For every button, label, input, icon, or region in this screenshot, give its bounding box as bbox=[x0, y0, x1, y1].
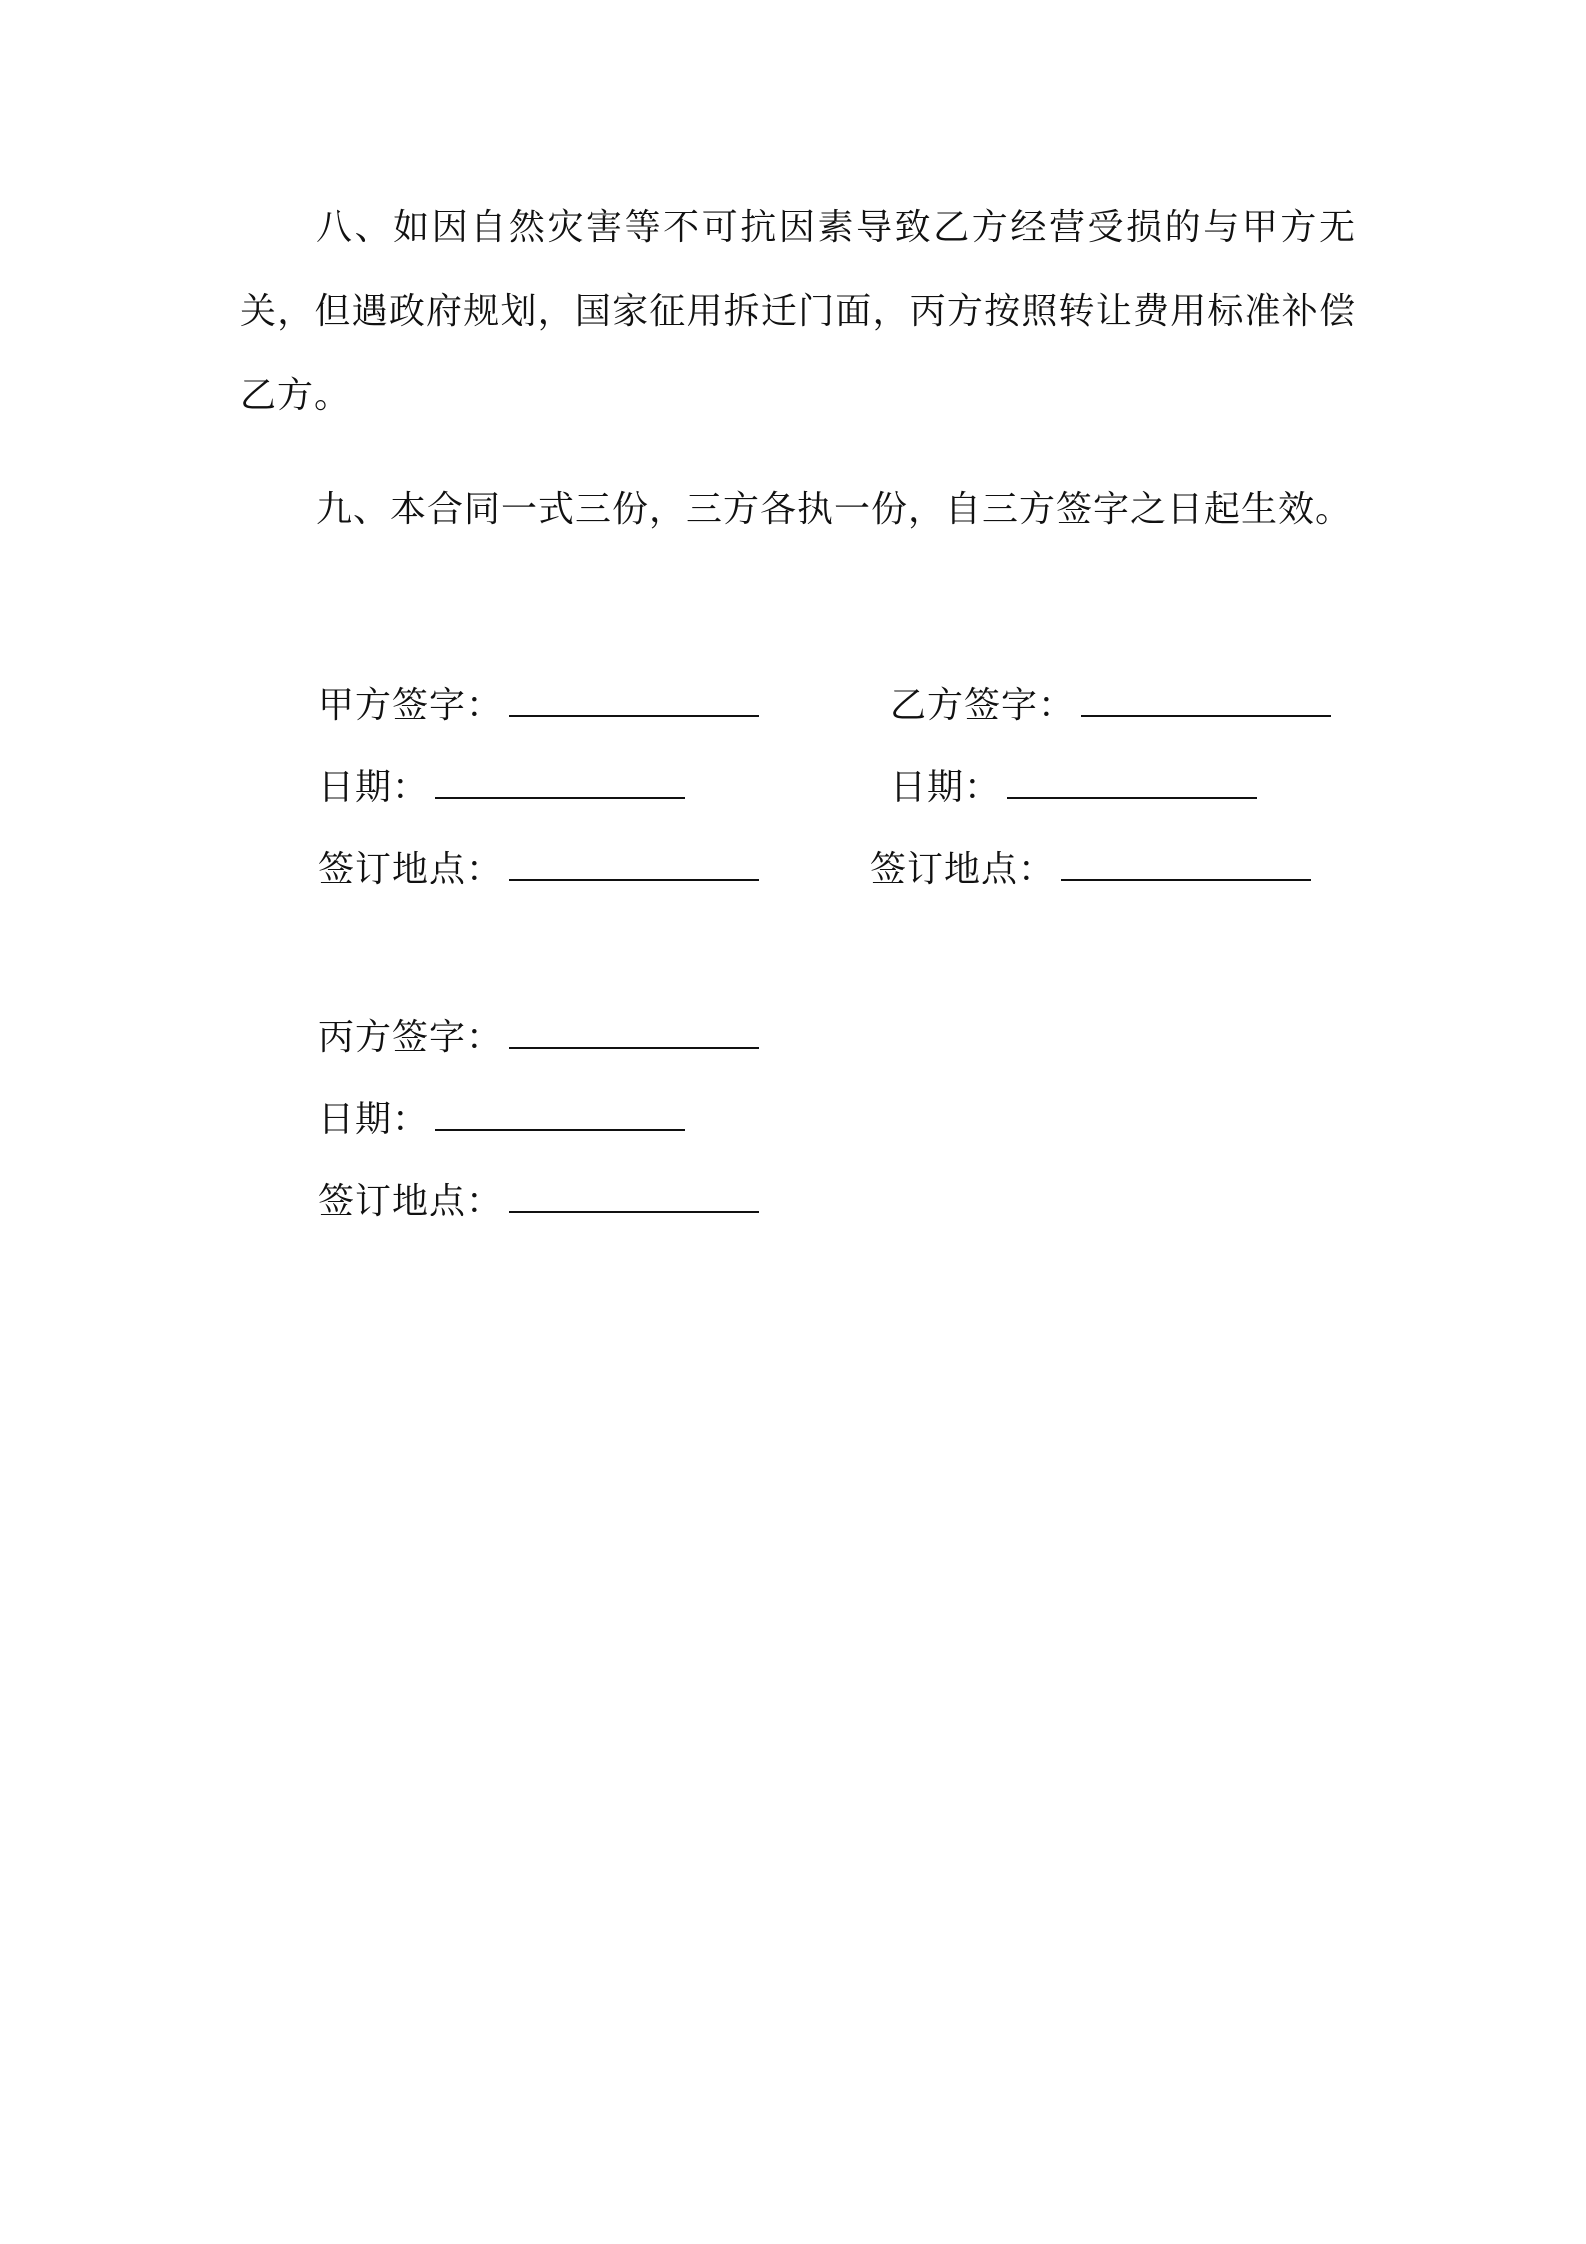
party-b-date-blank bbox=[1007, 767, 1257, 799]
party-c-place-blank bbox=[509, 1181, 759, 1213]
party-b-sign-row bbox=[890, 684, 1331, 728]
party-a-place-label: 签订地点： bbox=[318, 849, 504, 890]
party-b-place-blank bbox=[1061, 849, 1311, 881]
party-a-sign-blank bbox=[509, 685, 759, 717]
party-a-date-blank bbox=[435, 767, 685, 799]
party-b-sign-label: 乙方签字： bbox=[890, 685, 1076, 726]
party-b-place-row bbox=[870, 848, 1311, 892]
party-a-place-blank bbox=[509, 849, 759, 881]
party-a-date-row bbox=[318, 766, 685, 810]
party-a-sign-row bbox=[318, 684, 759, 728]
party-c-sign-blank bbox=[509, 1017, 759, 1049]
party-c-date-blank bbox=[435, 1099, 685, 1131]
party-a-place-row bbox=[318, 848, 759, 892]
party-c-sign-row bbox=[318, 1016, 759, 1060]
party-c-place-label: 签订地点： bbox=[318, 1181, 504, 1222]
clause-8: 八、如因自然灾害等不可抗因素导致乙方经营受损的与甲方无关，但遇政府规划，国家征用拆迁门面，丙方按照转让费用标准补偿乙方。 bbox=[240, 207, 1356, 416]
party-c-place-row bbox=[318, 1180, 759, 1224]
party-b-place-label: 签订地点： bbox=[870, 849, 1056, 890]
party-c-date-label: 日期： bbox=[318, 1099, 430, 1140]
party-c-date-row bbox=[318, 1098, 685, 1142]
party-a-date-label: 日期： bbox=[318, 767, 430, 808]
party-b-date-row bbox=[890, 766, 1257, 810]
clause-9: 九、本合同一式三份，三方各执一份，自三方签字之日起生效。 bbox=[316, 489, 1353, 530]
party-b-sign-blank bbox=[1081, 685, 1331, 717]
party-b-date-label: 日期： bbox=[890, 767, 1002, 808]
party-a-sign-label: 甲方签字： bbox=[318, 685, 504, 726]
party-c-sign-label: 丙方签字： bbox=[318, 1017, 504, 1058]
